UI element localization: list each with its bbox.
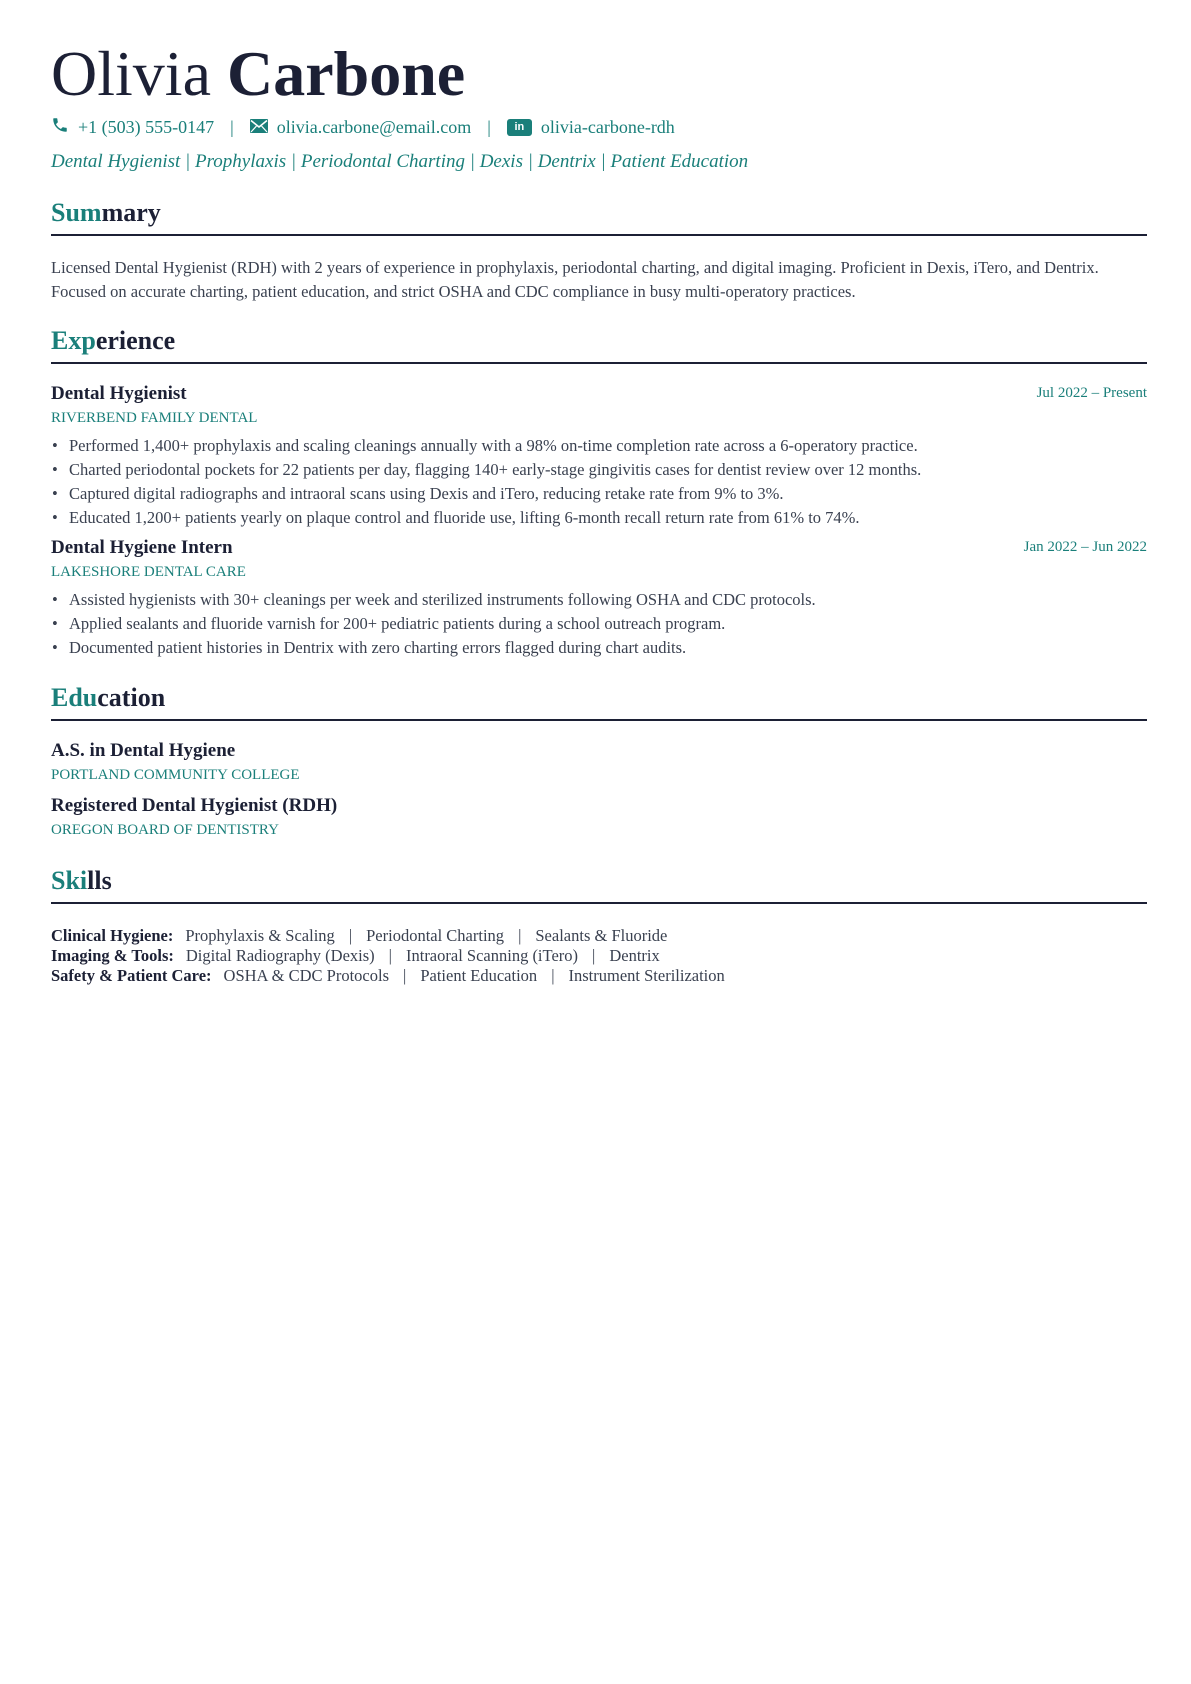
skill-item: Digital Radiography (Dexis)	[185, 946, 375, 965]
job-dates: Jan 2022 – Jun 2022	[1023, 539, 1147, 555]
section-experience-header	[51, 324, 1147, 364]
skill-separator: |	[518, 926, 522, 945]
school-name: OREGON BOARD OF DENTISTRY	[51, 822, 279, 838]
section-title	[51, 324, 1147, 358]
skill-item: Instrument Sterilization	[568, 966, 725, 985]
title-accent: Exp	[51, 326, 96, 355]
skill-item: Sealants & Fluoride	[535, 926, 668, 945]
skill-item: Intraoral Scanning (iTero)	[405, 946, 579, 965]
skill-separator: |	[388, 946, 392, 965]
company-name: LAKESHORE DENTAL CARE	[51, 564, 246, 580]
section-summary-header	[51, 196, 1147, 236]
school-name: PORTLAND COMMUNITY COLLEGE	[51, 767, 300, 783]
job-title: Dental Hygiene Intern	[51, 537, 233, 558]
contact-separator: |	[487, 116, 491, 137]
skill-category: Imaging & Tools:	[51, 946, 174, 965]
job-title: Dental Hygienist	[51, 383, 187, 404]
linkedin-link[interactable]: olivia-carbone-rdh	[540, 116, 675, 137]
title-rest: mary	[101, 198, 161, 227]
summary-text: Licensed Dental Hygienist (RDH) with 2 years of experience in prophylaxis, periodontal charting, and digital imaging. Proficient in Dexis, iTero, and Dentrix. Focused on accurate charting, patient education, and strict OSHA and CDC compliance in busy multi-operatory practices.	[51, 258, 1099, 301]
list-item: • Assisted hygienists with 30+ cleanings per week and sterilized instruments following OSHA and CDC protocols.	[51, 588, 1147, 612]
skill-separator: |	[348, 926, 353, 945]
job-bullets	[51, 434, 1147, 530]
section-title	[51, 864, 1147, 898]
list-item: • Documented patient histories in Dentrix with zero charting errors flagged during chart audits.	[51, 636, 1147, 660]
skill-category: Safety & Patient Care:	[51, 966, 212, 985]
list-item: • Charted periodontal pockets for 22 patients per day, flagging 140+ early-stage gingivitis cases for dentist review over 12 months.	[51, 458, 1147, 482]
job-bullets	[51, 588, 1147, 660]
skill-row	[51, 946, 660, 966]
last-name: Carbone	[226, 38, 466, 109]
skill-category: Clinical Hygiene:	[51, 926, 174, 945]
linkedin-icon: in	[507, 119, 532, 136]
title-rest: cation	[97, 683, 166, 712]
phone-link[interactable]: +1 (503) 555-0147	[78, 116, 215, 137]
title-rest: lls	[87, 866, 112, 895]
skill-item: Prophylaxis & Scaling	[185, 926, 335, 945]
degree-title: A.S. in Dental Hygiene	[51, 740, 236, 761]
section-education-header	[51, 681, 1147, 721]
skill-separator: |	[551, 966, 555, 985]
title-accent: Ski	[51, 866, 88, 895]
skill-row	[51, 926, 667, 946]
section-skills-header	[51, 864, 1147, 904]
headline-tagline: Dental Hygienist | Prophylaxis | Periodontal Charting | Dexis | Dentrix | Patient Education	[51, 151, 749, 172]
title-rest: erience	[95, 326, 176, 355]
contact-bar	[51, 114, 675, 140]
skill-item: Patient Education	[420, 966, 538, 985]
skill-separator: |	[592, 946, 596, 965]
email-link[interactable]: olivia.carbone@email.com	[276, 116, 472, 137]
first-name: Olivia	[51, 38, 211, 109]
title-accent: Sum	[51, 198, 102, 227]
list-item: • Captured digital radiographs and intraoral scans using Dexis and iTero, reducing retake rate from 9% to 3%.	[51, 482, 1147, 506]
list-item: • Performed 1,400+ prophylaxis and scaling cleanings annually with a 98% on-time completion rate across a 6-operatory practice.	[51, 434, 1147, 458]
phone-icon	[51, 116, 69, 139]
section-title	[51, 196, 1147, 230]
list-item: • Educated 1,200+ patients yearly on plaque control and fluoride use, lifting 6-month recall return rate from 61% to 74%.	[51, 506, 1147, 530]
job-dates: Jul 2022 – Present	[1036, 385, 1147, 401]
candidate-name	[51, 36, 465, 112]
section-title	[51, 681, 1147, 715]
skill-item: OSHA & CDC Protocols	[223, 966, 390, 985]
list-item: • Applied sealants and fluoride varnish for 200+ pediatric patients during a school outreach program.	[51, 612, 1147, 636]
degree-title: Registered Dental Hygienist (RDH)	[51, 795, 338, 816]
skill-row	[51, 966, 725, 986]
contact-separator: |	[230, 116, 234, 137]
skill-item: Periodontal Charting	[366, 926, 505, 945]
email-icon	[250, 117, 268, 138]
skill-separator: |	[403, 966, 407, 985]
company-name: RIVERBEND FAMILY DENTAL	[51, 410, 258, 426]
title-accent: Edu	[51, 683, 98, 712]
skill-item: Dentrix	[609, 946, 660, 965]
